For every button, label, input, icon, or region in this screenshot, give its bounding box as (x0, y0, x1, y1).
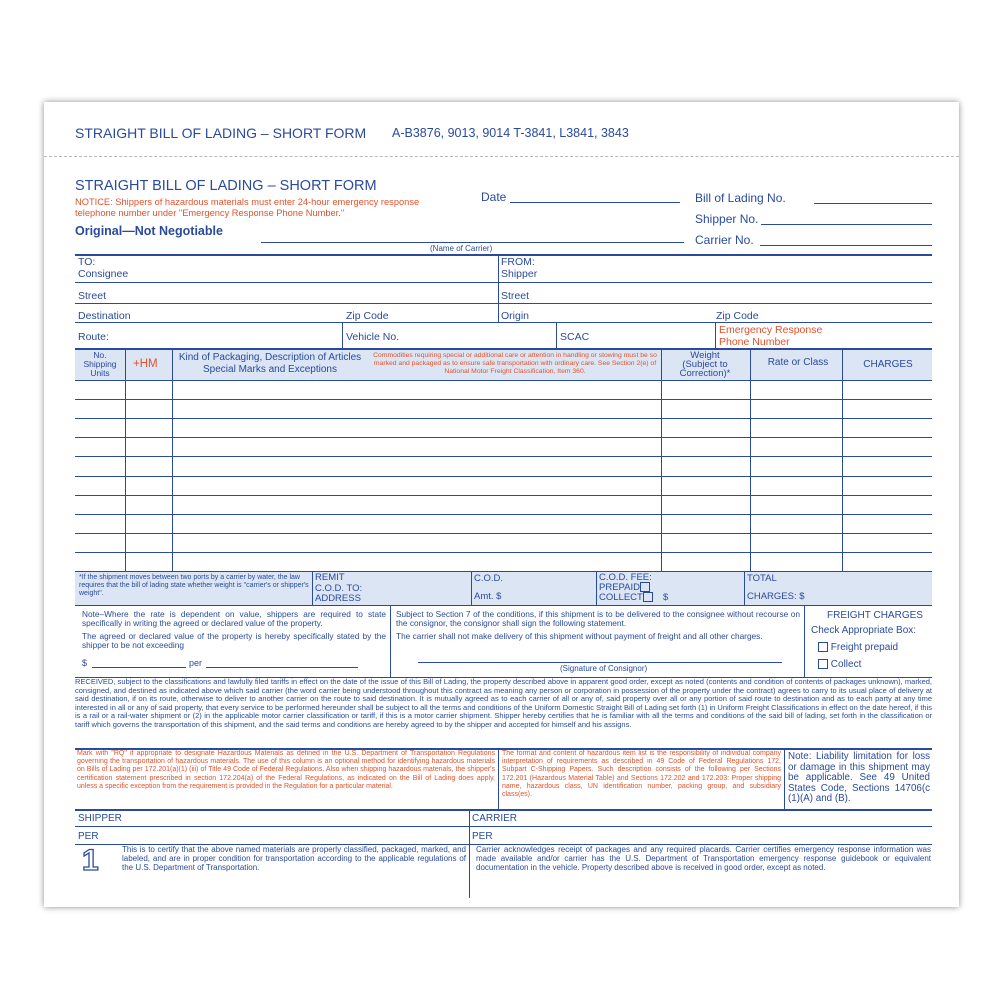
stub-codes: A-B3876, 9013, 9014 T-3841, L3841, 3843 (392, 126, 629, 140)
name-of-carrier-caption: (Name of Carrier) (430, 244, 493, 253)
date-label: Date (481, 190, 507, 204)
zip-code-label-2: Zip Code (716, 310, 759, 322)
col-divider (750, 349, 751, 571)
divider (342, 323, 343, 349)
value-note: Note–Where the rate is dependent on value, shippers are required to state specifically in writing the agreed or declared value of the property. (82, 609, 386, 629)
section-7-text: Subject to Section 7 of the conditions, if this shipment is to be delivered to the consignee without recourse on the consignor, the consignor shall sign the following statement. (396, 609, 800, 629)
divider (471, 571, 472, 605)
copy-number: 1 (82, 844, 99, 877)
shipper-no-label: Shipper No. (695, 212, 759, 226)
no-delivery-text: The carrier shall not make delivery of this shipment without payment of freight and all other charges. (396, 631, 763, 641)
col-divider (842, 349, 843, 571)
destination-label: Destination (78, 310, 131, 322)
table-row-line (75, 437, 932, 438)
check-box-label: Check Appropriate Box: (811, 625, 917, 636)
col-divider (172, 349, 173, 571)
rule (75, 571, 932, 572)
value-per: per (189, 658, 203, 668)
col-hm: +HM (133, 358, 158, 370)
table-row-line (75, 399, 932, 400)
shipper-per-label: PER (78, 831, 99, 842)
collect-checkbox[interactable] (643, 592, 653, 602)
divider (715, 323, 716, 349)
rule (75, 826, 932, 827)
col-shipping-units: No. Shipping Units (83, 350, 117, 378)
divider (596, 571, 597, 605)
street-label-2: Street (501, 290, 530, 302)
vehicle-no-label: Vehicle No. (346, 331, 400, 343)
cod-fee-dollar: $ (663, 592, 669, 603)
col-divider (661, 349, 662, 571)
rule (75, 303, 932, 304)
divider (804, 606, 805, 677)
col-description: Kind of Packaging, Description of Articles Special Marks and Exceptions (178, 352, 362, 375)
rule (75, 380, 932, 381)
to-label: TO: (78, 256, 96, 268)
col-rate-class: Rate or Class (767, 357, 829, 368)
carrier-acknowledgement: Carrier acknowledges receipt of packages and any required placards. Carrier certifies emergency response information was made available and/or carrier has the U.S. Department of Transportation emergency response guidebook or equivalent documentation in the vehicle. Property described above is received in good order, except as noted. (476, 845, 931, 872)
form-title: STRAIGHT BILL OF LADING – SHORT FORM (75, 178, 377, 194)
origin-label: Origin (501, 310, 530, 322)
freight-prepaid-label: Freight prepaid (830, 642, 899, 653)
col-weight: Weight (Subject to Correction)* (679, 350, 731, 379)
carrier-name-field[interactable] (261, 242, 684, 243)
table-row-line (75, 533, 932, 534)
address-label: ADDRESS (315, 593, 361, 604)
collect-option[interactable] (599, 592, 653, 603)
liability-note: Note: Liability limitation for loss or damage in this shipment may be applicable. See 49 United States Code, Sections 14706(c (1)(A) and (B). (788, 751, 930, 805)
total-label: TOTAL (747, 573, 777, 584)
col-charges: CHARGES (863, 359, 913, 370)
consignor-signature-field[interactable] (418, 662, 782, 663)
rule (75, 282, 932, 283)
table-row-line (75, 495, 932, 496)
total-charges-label: CHARGES: $ (747, 591, 805, 602)
date-field[interactable] (510, 202, 680, 203)
emergency-response-label: Emergency Response (719, 324, 823, 336)
shipper-certification: This is to certify that the above named materials are properly classified, packaged, marked, and labeled, and are in proper condition for transportation according to the applicable regulations of the U.S. Department of Transportation. (122, 845, 466, 872)
zip-code-label: Zip Code (346, 310, 389, 322)
amt-label: Amt. $ (474, 591, 502, 602)
declared-value-note: The agreed or declared value of the property is hereby specifically stated by the shipper to be not exceeding (82, 631, 386, 651)
table-row-line (75, 476, 932, 477)
scac-label: SCAC (560, 331, 590, 343)
cod-label: C.O.D. (474, 573, 504, 584)
divider (784, 749, 785, 809)
rule (75, 809, 932, 811)
carrier-per-label: PER (472, 831, 493, 842)
table-row-line (75, 514, 932, 515)
carrier-sign-label: CARRIER (472, 813, 518, 824)
divider (312, 571, 313, 605)
from-label: FROM: (501, 256, 535, 268)
prepaid-checkbox[interactable] (640, 582, 650, 592)
original-not-negotiable: Original—Not Negotiable (75, 224, 223, 238)
freight-prepaid-option[interactable] (818, 642, 898, 653)
shipper-sign-label: SHIPPER (78, 813, 122, 824)
water-carrier-note: *If the shipment moves between two ports by a carrier by water, the law requires that the bill of lading state whether weight is "carrier's or shipper's weight". (79, 574, 309, 598)
received-terms: RECEIVED, subject to the classifications and lawfully filed tariffs in effect on the date of the issue of this Bill of Lading, the property described above in apparent good order, except as noted (contents and condition of contents of packages unknown), marked, consigned, and destined as indicated above which said carrier (the word carrier being understood throughout this contract as meaning any person or corporation in possession of the property under the contract) agrees to carry to its usual place of delivery at said destination, if on its route, otherwise to deliver to another carrier on the route to said destination. It is mutually agreed as to each carrier of all or any of, said property over all or any portion of said route to destination and as to each party at any time interested in all or any of said property, that every service to be performed hereunder shall be subject to all the terms and conditions of the Uniform Domestic Straight Bill of Lading set forth (1) in Uniform Freight Classifications in effect on the date hereof, if this is a rail or a rail-water shipment or (2) in the applicable motor carrier classification or tariff, if this is a motor carrier shipment. Shipper hereby certifies that he is familiar with all the terms and conditions of the said bill of lading, set forth in the classification or tariff which governs the transportation of this shipment, and the said terms and conditions are hereby agreed to by the shipper and accepted for himself and his assigns. (75, 677, 932, 729)
table-row-line (75, 456, 932, 457)
rule (75, 348, 932, 350)
collect-freight-option[interactable] (818, 659, 861, 670)
perforation-line (44, 156, 959, 157)
shipper-label: Shipper (501, 268, 538, 280)
cod-to-label: C.O.D. TO: (315, 583, 363, 594)
col-description-note: Commodities requiring special or additional care or attention in handling or stowing must be so marked and packaged as to ensure safe transportation with ordinary care. See Section 2(e) of National Motor Freight Classification, Item 360. (373, 352, 657, 375)
hazmat-format-note: The format and content of hazardous item list is the responsibility of individual company interpretation of requirements as described in 49 Code of Federal Regulations 172, Subpart C-Shipping Papers. Such description consists of the following per Sections 172.201 (Hazardous Material Table) and Sections 172.202 and 172.203: Proper shipping name, hazardous class, UN identification number, packing group, and subsidiary class(es). (502, 750, 781, 799)
shipper-no-field[interactable] (761, 224, 932, 225)
prepaid-label: PREPAID (599, 582, 641, 593)
table-row-line (75, 552, 932, 553)
bol-no-field[interactable] (814, 203, 932, 204)
table-row-line (75, 418, 932, 419)
declared-value-field[interactable] (92, 667, 186, 668)
consignee-label: Consignee (78, 268, 129, 280)
street-label: Street (78, 290, 107, 302)
divider (498, 255, 499, 322)
divider (469, 811, 470, 898)
divider (556, 323, 557, 349)
collect-freight-label: Collect (830, 659, 862, 670)
carrier-no-label: Carrier No. (695, 233, 754, 247)
rule (75, 322, 932, 323)
value-per-field[interactable] (206, 667, 358, 668)
hazmat-notice: NOTICE: Shippers of hazardous materials must enter 24-hour emergency response telephone number under "Emergency Response Phone Number." (75, 197, 420, 218)
value-dollar: $ (82, 658, 88, 668)
bol-no-label: Bill of Lading No. (695, 191, 786, 205)
divider (744, 571, 745, 605)
divider (390, 606, 391, 677)
route-label: Route: (78, 331, 109, 343)
carrier-no-field[interactable] (760, 245, 932, 246)
freight-charges-title: FREIGHT CHARGES (827, 610, 923, 621)
remit-label: REMIT (315, 572, 345, 583)
rq-note: Mark with "RQ" if appropriate to designate Hazardous Materials as defined in the U.S. Department of Transportation Regulations governing the transportation of hazardous materials. The use of this column is an optional method for identifying hazardous materials on Bills of Lading per 172.201(a)(1) (iii) of Title 49 Code of Federal Regulations. Also when shipping hazardous materials, the shipper's certification statement prescribed in section 172.204(a) of the Federal Regulations, as indicated on the Bill of Lading does apply, unless a specific exception from the requirement is provided in the Regulation for a particular material. (77, 750, 495, 790)
collect-label: COLLECT (599, 592, 643, 603)
signature-caption: (Signature of Consignor) (560, 664, 648, 673)
cod-fee-label: C.O.D. FEE: (599, 572, 652, 583)
bill-of-lading-form (44, 102, 959, 907)
freight-prepaid-checkbox[interactable] (818, 642, 828, 652)
phone-number-label: Phone Number (719, 336, 790, 348)
collect-freight-checkbox[interactable] (818, 659, 828, 669)
col-divider (125, 349, 126, 571)
stub-title: STRAIGHT BILL OF LADING – SHORT FORM (75, 125, 367, 141)
divider (498, 749, 499, 809)
